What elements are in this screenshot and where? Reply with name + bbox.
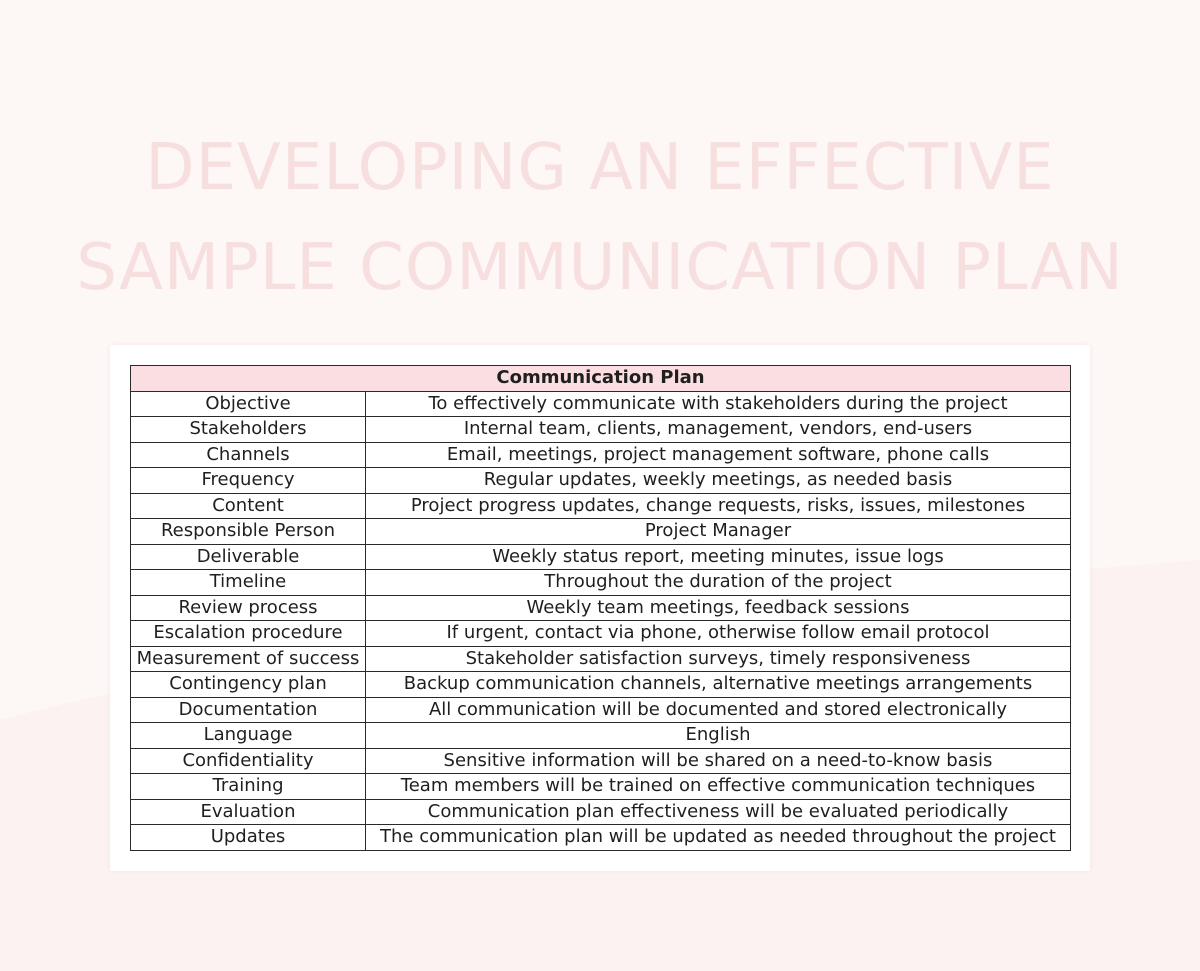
table-row [131, 468, 1071, 494]
table-header: Communication Plan [131, 366, 1071, 392]
row-value: English [366, 723, 1071, 749]
table-row [131, 748, 1071, 774]
row-label: Measurement of success [131, 646, 366, 672]
table-row [131, 391, 1071, 417]
row-value: Email, meetings, project management software, phone calls [366, 442, 1071, 468]
table-card [110, 345, 1090, 871]
page-title-line-2: SAMPLE COMMUNICATION PLAN [76, 231, 1124, 305]
table-row [131, 774, 1071, 800]
row-label: Language [131, 723, 366, 749]
row-value: Internal team, clients, management, vendors, end-users [366, 417, 1071, 443]
row-label: Escalation procedure [131, 621, 366, 647]
row-value: Regular updates, weekly meetings, as needed basis [366, 468, 1071, 494]
table-row [131, 570, 1071, 596]
row-label: Timeline [131, 570, 366, 596]
row-label: Contingency plan [131, 672, 366, 698]
table-row [131, 417, 1071, 443]
table-row [131, 825, 1071, 851]
row-label: Channels [131, 442, 366, 468]
row-value: Weekly team meetings, feedback sessions [366, 595, 1071, 621]
row-label: Updates [131, 825, 366, 851]
table-row [131, 697, 1071, 723]
table-row [131, 493, 1071, 519]
row-value: If urgent, contact via phone, otherwise follow email protocol [366, 621, 1071, 647]
table-row [131, 723, 1071, 749]
row-label: Evaluation [131, 799, 366, 825]
table-row [131, 621, 1071, 647]
row-label: Documentation [131, 697, 366, 723]
table-row [131, 519, 1071, 545]
row-value: Project Manager [366, 519, 1071, 545]
row-label: Confidentiality [131, 748, 366, 774]
page-title-line-1: DEVELOPING AN EFFECTIVE [145, 131, 1055, 205]
row-label: Review process [131, 595, 366, 621]
row-value: Sensitive information will be shared on a need-to-know basis [366, 748, 1071, 774]
row-value: Communication plan effectiveness will be evaluated periodically [366, 799, 1071, 825]
table-row [131, 646, 1071, 672]
row-value: Weekly status report, meeting minutes, issue logs [366, 544, 1071, 570]
row-label: Responsible Person [131, 519, 366, 545]
row-value: Backup communication channels, alternative meetings arrangements [366, 672, 1071, 698]
row-label: Objective [131, 391, 366, 417]
page-title [0, 118, 1200, 318]
row-value: Project progress updates, change requests, risks, issues, milestones [366, 493, 1071, 519]
table-row [131, 442, 1071, 468]
row-label: Content [131, 493, 366, 519]
row-value: All communication will be documented and stored electronically [366, 697, 1071, 723]
row-label: Training [131, 774, 366, 800]
row-label: Deliverable [131, 544, 366, 570]
table-row [131, 799, 1071, 825]
communication-plan-table [130, 365, 1071, 851]
table-row [131, 672, 1071, 698]
row-label: Stakeholders [131, 417, 366, 443]
row-label: Frequency [131, 468, 366, 494]
row-value: The communication plan will be updated as needed throughout the project [366, 825, 1071, 851]
row-value: Team members will be trained on effective communication techniques [366, 774, 1071, 800]
table-header-row [131, 366, 1071, 392]
table-row [131, 544, 1071, 570]
table-row [131, 595, 1071, 621]
row-value: Throughout the duration of the project [366, 570, 1071, 596]
row-value: To effectively communicate with stakeholders during the project [366, 391, 1071, 417]
row-value: Stakeholder satisfaction surveys, timely responsiveness [366, 646, 1071, 672]
